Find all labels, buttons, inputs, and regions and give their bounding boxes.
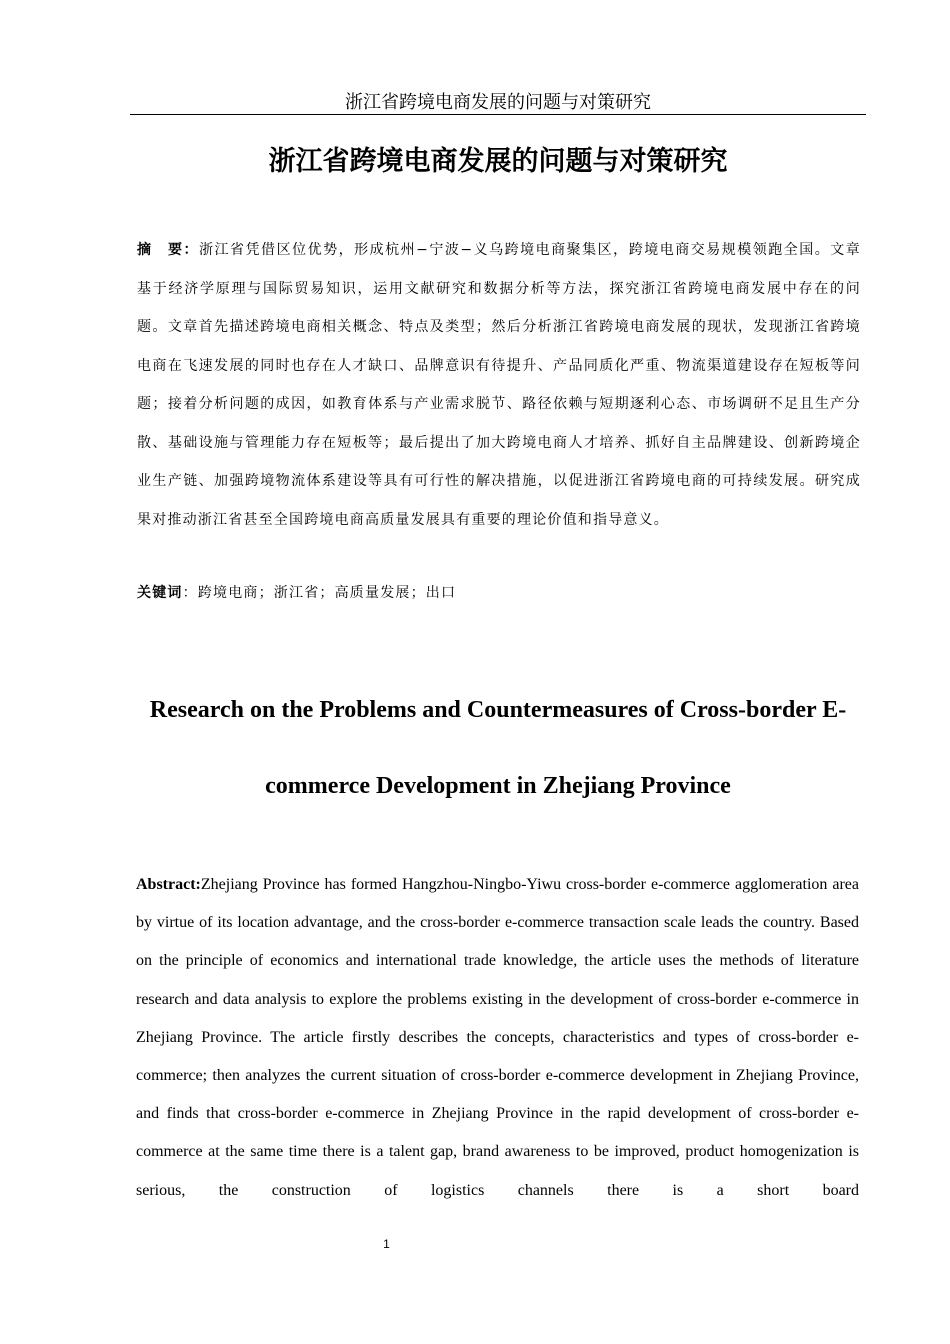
english-abstract-label: Abstract: <box>136 876 201 893</box>
chinese-title: 浙江省跨境电商发展的问题与对策研究 <box>268 146 728 177</box>
chinese-abstract <box>137 231 861 539</box>
chinese-keywords-label: 关键词 <box>137 585 183 601</box>
chinese-keywords <box>137 578 861 608</box>
running-header: 浙江省跨境电商发展的问题与对策研究 <box>345 92 651 113</box>
header-divider <box>130 114 866 115</box>
english-abstract <box>136 866 859 1210</box>
chinese-abstract-label: 摘 要： <box>137 242 200 258</box>
chinese-abstract-text: 浙江省凭借区位优势，形成杭州−宁波−义乌跨境电商聚集区，跨境电商交易规模领跑全国。文章基于经济学原理与国际贸易知识，运用文献研究和数据分析等方法，探究浙江省跨境电商发展中存在的问题。文章首先描述跨境电商相关概念、特点及类型；然后分析浙江省跨境电商发展的现状，发现浙江省跨境电商在飞速发展的同时也存在人才缺口、品牌意识有待提升、产品同质化严重、物流渠道建设存在短板等问题；接着分析问题的成因，如教育体系与产业需求脱节、路径依赖与短期逐利心态、市场调研不足且生产分散、基础设施与管理能力存在短板等；最后提出了加大跨境电商人才培养、抓好自主品牌建设、创新跨境企业生产链、加强跨境物流体系建设等具有可行性的解决措施，以促进浙江省跨境电商的可持续发展。研究成果对推动浙江省甚至全国跨境电商高质量发展具有重要的理论价值和指导意义。 <box>137 242 861 528</box>
english-abstract-text: Zhejiang Province has formed Hangzhou-Ningbo-Yiwu cross-border e-commerce agglomeration area by virtue of its location advantage, and the cross-border e-commerce transaction scale leads the country. Based on the principle of economics and international trade knowledge, the article uses the methods of literature research and data analysis to explore the problems existing in the development of cross-border e-commerce in Zhejiang Province. The article firstly describes the concepts, characteristics and types of cross-border e-commerce; then analyzes the current situation of cross-border e-commerce development in Zhejiang Province, and finds that cross-border e-commerce in Zhejiang Province in the rapid development of cross-border e-commerce at the same time there is a talent gap, brand awareness to be improved, product homogenization is serious, the construction of logistics channels there is a short board <box>136 876 859 1199</box>
english-title: Research on the Problems and Countermeasures of Cross-border E-commerce Development in Zhejiang Province <box>149 697 847 799</box>
page-number: 1 <box>383 1237 390 1251</box>
chinese-keywords-text: ：跨境电商；浙江省；高质量发展；出口 <box>182 585 457 601</box>
